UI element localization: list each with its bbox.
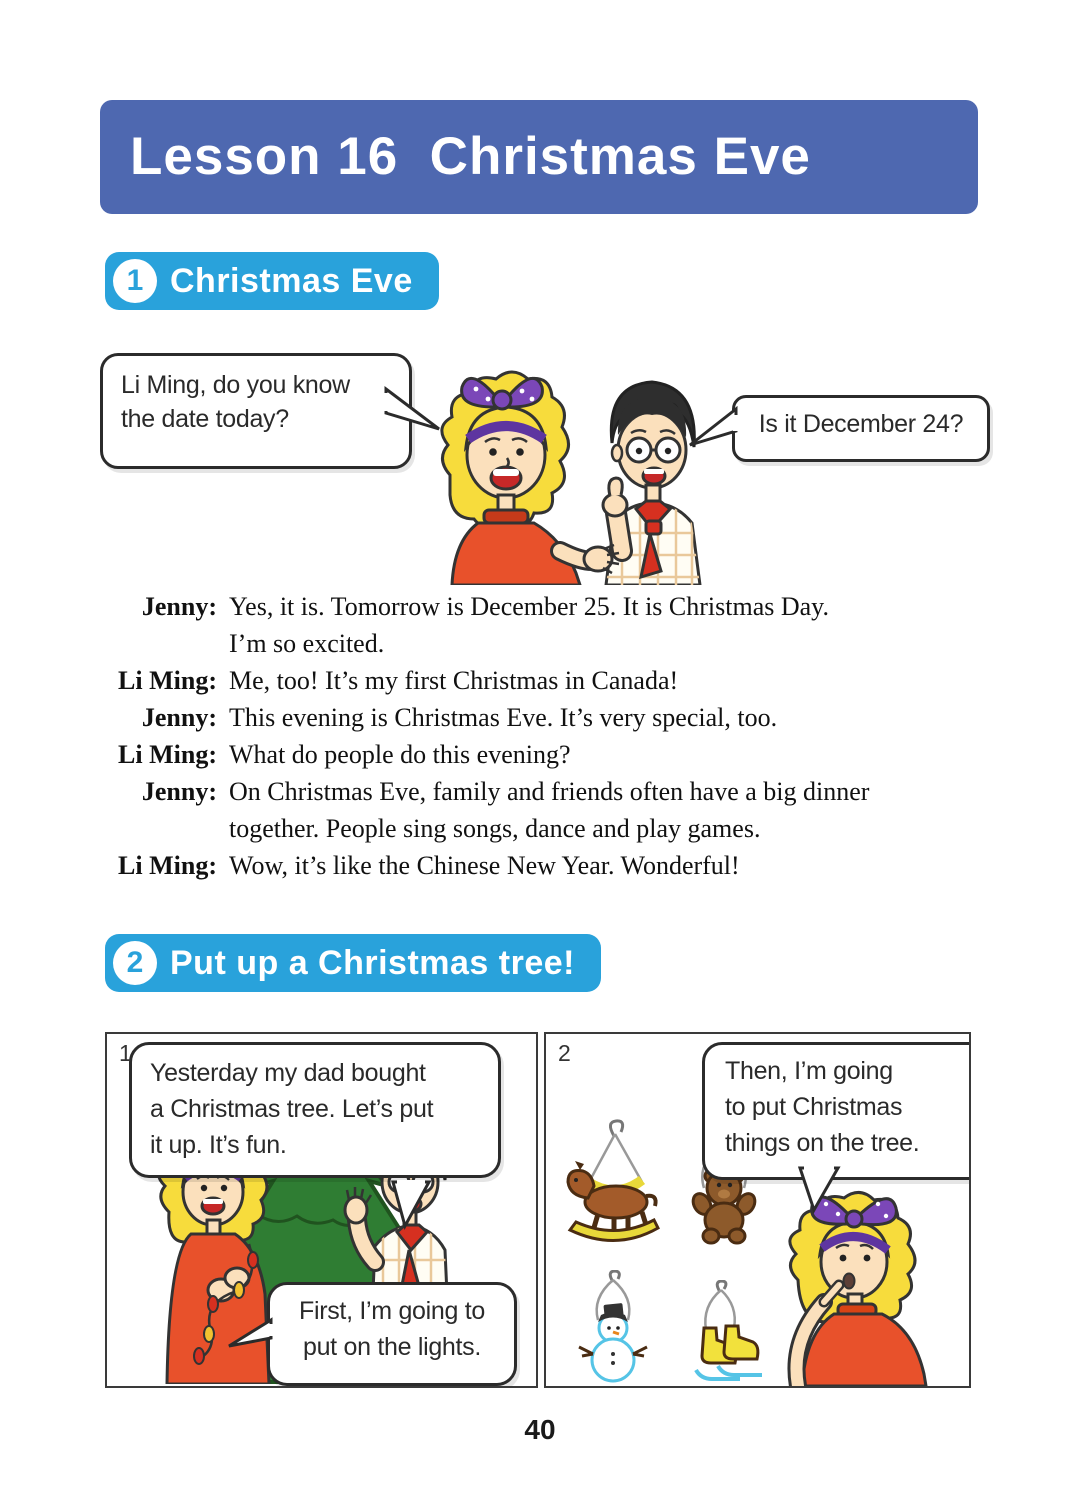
- panel1-top-bubble: [129, 1042, 501, 1178]
- comic-panel-1: [105, 1032, 538, 1388]
- snowman-ornament-icon: [568, 1270, 658, 1386]
- section2-badge: [105, 934, 601, 992]
- bubble-line: Li Ming, do you know: [121, 371, 350, 399]
- section2-number: 2: [126, 946, 144, 979]
- dialogue-line: Me, too! It’s my first Christmas in Canada!: [229, 666, 679, 695]
- bubble-line: put on the lights.: [302, 1333, 482, 1361]
- liming-speech-bubble: [732, 395, 990, 462]
- jenny-thinking-character: [746, 1182, 966, 1386]
- speaker-name: Jenny:: [141, 777, 217, 806]
- section1-number-circle: [113, 259, 157, 303]
- dialogue-row: [105, 773, 975, 847]
- bubble-tail: [686, 405, 738, 457]
- comic-strip: [105, 1032, 975, 1388]
- bubble-line: things on the tree.: [725, 1129, 920, 1157]
- dialogue-line: Yes, it is. Tomorrow is December 25. It is Christmas Day.: [229, 592, 829, 621]
- jenny-speech-bubble: [100, 353, 412, 469]
- dialogue-row: [105, 847, 975, 884]
- speaker-name: Li Ming:: [118, 666, 217, 695]
- dialogue-line: Wow, it’s like the Chinese New Year. Wonderful!: [229, 851, 740, 880]
- dialogue-row: [105, 662, 975, 699]
- bubble-tail: [225, 1316, 273, 1358]
- lesson-title: Lesson 16 Christmas Eve: [130, 127, 811, 186]
- bubble-tail: [391, 1180, 435, 1230]
- dialogue-row: [105, 736, 975, 773]
- bubble-line: Then, I’m going: [725, 1057, 893, 1085]
- bubble-line: Yesterday my dad bought: [150, 1059, 426, 1087]
- lesson-title-banner: [100, 100, 978, 214]
- comic-panel-2: [544, 1032, 971, 1388]
- bubble-line: to put Christmas: [725, 1093, 903, 1121]
- bubble-tail: [798, 1166, 844, 1214]
- dialogue-line: I’m so excited.: [229, 629, 385, 658]
- bubble-line: the date today?: [121, 405, 289, 433]
- page-number: 40: [524, 1414, 556, 1445]
- panel1-bottom-bubble: [267, 1282, 517, 1386]
- dialogue-line: On Christmas Eve, family and friends often have a big dinner: [229, 777, 870, 806]
- jenny-and-liming-characters: [400, 355, 730, 585]
- speaker-name: Li Ming:: [118, 851, 217, 880]
- section2-number-circle: [113, 941, 157, 985]
- bubble-line: Is it December 24?: [758, 410, 964, 438]
- rocking-horse-ornament-icon: [558, 1118, 670, 1254]
- speaker-name: Li Ming:: [118, 740, 217, 769]
- bubble-line: a Christmas tree. Let’s put: [150, 1095, 434, 1123]
- speaker-name: Jenny:: [141, 703, 217, 732]
- panel2-bubble: [702, 1042, 971, 1180]
- bubble-line: First, I’m going to: [298, 1297, 486, 1325]
- panel-number: 2: [558, 1040, 571, 1066]
- dialogue-line: This evening is Christmas Eve. It’s very special, too.: [229, 703, 778, 732]
- panel-number: 1: [119, 1040, 132, 1066]
- dialogue-row: [105, 699, 975, 736]
- section2-title: Put up a Christmas tree!: [170, 943, 575, 982]
- speaker-name: Jenny:: [141, 592, 217, 621]
- dialogue-block: [105, 588, 975, 884]
- section1-number: 1: [126, 264, 144, 297]
- section1-badge: [105, 252, 439, 310]
- scene1: [100, 345, 980, 585]
- bubble-tail: [384, 385, 444, 443]
- dialogue-line: What do people do this evening?: [229, 740, 571, 769]
- bubble-line: it up. It’s fun.: [150, 1131, 287, 1159]
- dialogue-row: [105, 588, 975, 662]
- section1-title: Christmas Eve: [170, 261, 413, 300]
- dialogue-line: together. People sing songs, dance and play games.: [229, 814, 761, 843]
